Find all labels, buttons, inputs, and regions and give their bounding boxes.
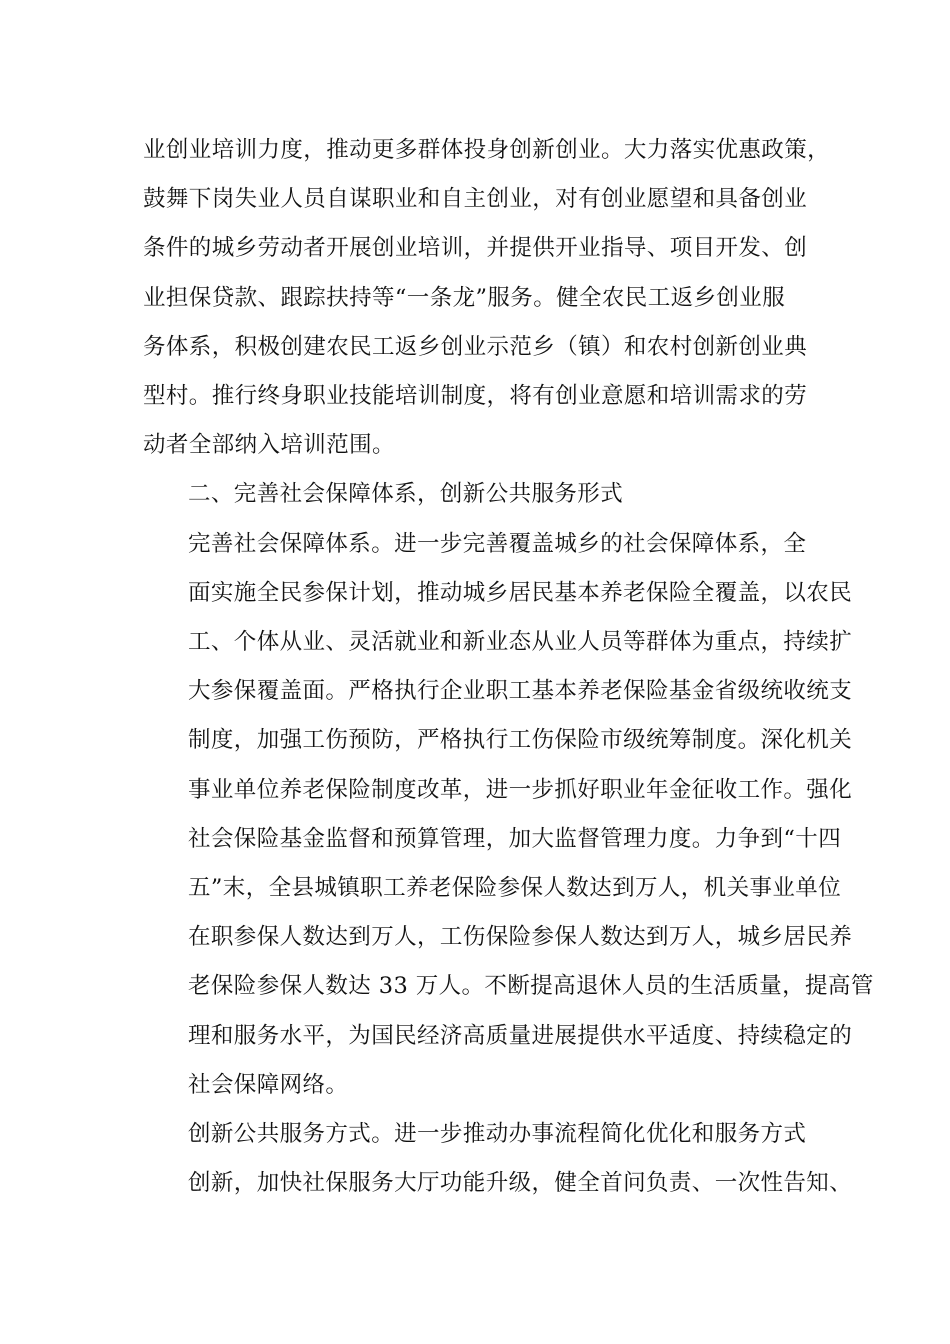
text-line: 事业单位养老保险制度改革，进一步抓好职业年金征收工作。强化 (188, 776, 853, 803)
text-line: 在职参保人数达到万人，工伤保险参保人数达到万人，城乡居民养 (188, 924, 853, 951)
text-line: 理和服务水平，为国民经济高质量进展提供水平适度、持续稳定的 (188, 1022, 853, 1049)
paragraph-entrepreneurship-training (143, 126, 831, 470)
text-line: 鼓舞下岗失业人员自谋职业和自主创业，对有创业愿望和具备创业 (143, 186, 808, 213)
text-line: 面实施全民参保计划，推动城乡居民基本养老保险全覆盖，以农民 (188, 579, 853, 606)
paragraph-social-security (143, 520, 874, 1110)
text-line: 制度，加强工伤预防，严格执行工伤保险市级统筹制度。深化机关 (188, 727, 853, 754)
text-line: 老保险参保人数达 33 万人。不断提高退休人员的生活质量，提高管 (188, 973, 874, 1000)
text-line: 社会保障网络。 (188, 1071, 349, 1098)
text-line: 业担保贷款、跟踪扶持等“一条龙”服务。健全农民工返乡创业服 (143, 284, 786, 311)
text-line: 创新，加快社保服务大厅功能升级，健全首问负责、一次性告知、 (188, 1170, 853, 1197)
section-heading (143, 470, 813, 519)
paragraph-public-service (143, 1110, 853, 1208)
text-line: 业创业培训力度，推动更多群体投身创新创业。大力落实优惠政策， (143, 137, 831, 163)
text-line: 条件的城乡劳动者开展创业培训，并提供开业指导、项目开发、创 (143, 235, 808, 262)
text-line: 二、完善社会保障体系，创新公共服务形式 (188, 481, 624, 508)
text-line: 社会保险基金监督和预算管理，加大监督管理力度。力争到“十四 (188, 825, 842, 852)
text-line: 完善社会保障体系。进一步完善覆盖城乡的社会保障体系，全 (188, 530, 807, 557)
text-line: 务体系，积极创建农民工返乡创业示范乡（镇）和农村创新创业典 (143, 333, 808, 360)
text-line: 五”末，全县城镇职工养老保险参保人数达到万人，机关事业单位 (188, 875, 842, 902)
text-line: 工、个体从业、灵活就业和新业态从业人员等群体为重点，持续扩 (188, 629, 853, 656)
text-line: 型村。推行终身职业技能培训制度，将有创业意愿和培训需求的劳 (143, 383, 808, 410)
document-body (143, 126, 874, 1208)
text-line: 创新公共服务方式。进一步推动办事流程简化优化和服务方式 (188, 1121, 807, 1148)
text-line: 大参保覆盖面。严格执行企业职工基本养老保险基金省级统收统支 (188, 678, 853, 705)
text-line: 动者全部纳入培训范围。 (143, 432, 395, 459)
